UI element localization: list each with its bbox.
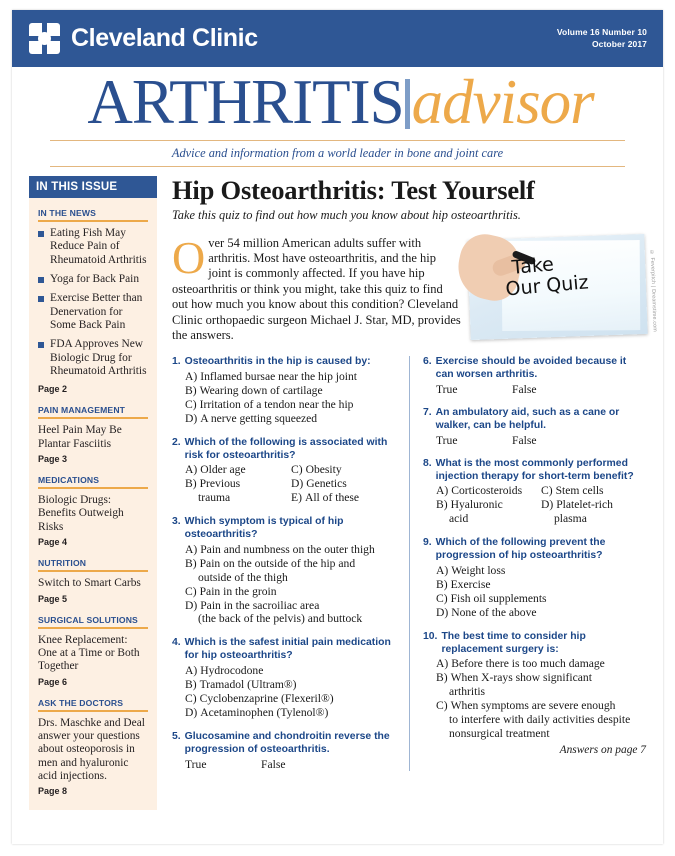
question-text: Exercise should be avoided because it can worsen arthritis. [435, 356, 627, 381]
option-text-continued: outside of the thigh [198, 570, 288, 584]
option-text: Genetics [306, 477, 347, 491]
sidebar-bullet-list [38, 227, 148, 378]
question-text: Which of the following prevent the progression of hip osteoarthritis? [435, 537, 606, 562]
quiz-question-10 [423, 631, 646, 756]
answer-option[interactable] [541, 484, 646, 498]
option-letter: D) [541, 498, 554, 512]
false-option[interactable]: False [261, 757, 286, 771]
answer-option[interactable] [436, 657, 646, 671]
sidebar-section-surgical-solutions [38, 615, 148, 687]
sidebar-section-rule [38, 417, 148, 419]
option-letter: E) [291, 491, 302, 505]
page-body [12, 167, 663, 810]
sidebar-page-ref: Page 4 [38, 537, 68, 548]
answer-option[interactable] [185, 557, 397, 571]
question-text: Which symptom is typical of hip osteoarthritis? [184, 516, 344, 541]
answer-column-2 [541, 484, 646, 526]
photo-caption-line1: Take [510, 252, 555, 279]
option-letter: D) [291, 477, 304, 491]
sidebar-section-title: SURGICAL SOLUTIONS [38, 614, 138, 625]
answer-option[interactable] [291, 477, 397, 491]
question-number: 9. [423, 537, 432, 549]
list-item[interactable]: Yoga for Back Pain [38, 273, 148, 286]
question-text: Osteoarthritis in the hip is caused by: [184, 356, 371, 368]
option-text: Irritation of a tendon near the hip [199, 397, 354, 411]
cleveland-clinic-logo-icon [29, 23, 60, 54]
article-deck: Take this quiz to find out how much you know about hip osteoarthritis. [172, 208, 521, 223]
answer-list [436, 564, 646, 620]
sidebar-section-text[interactable]: Biologic Drugs: Benefits Outweigh Risks [38, 494, 124, 533]
sidebar-section-text[interactable]: Drs. Maschke and Deal answer your questions about osteoporosis in men and hyaluronic acid injections. [38, 716, 145, 782]
quiz-question-2 [172, 437, 397, 506]
answer-list [436, 657, 646, 740]
option-text: Weight loss [451, 563, 506, 577]
sidebar-section-text[interactable]: Knee Replacement: One at a Time or Both Together [38, 633, 140, 673]
option-text: Fish oil supplements [450, 591, 547, 605]
answer-list [185, 543, 397, 626]
sidebar-section-text[interactable]: Heel Pain May Be Plantar Fasciitis [38, 424, 122, 450]
sidebar-page-ref: Page 3 [38, 454, 68, 465]
sidebar-section-rule [38, 570, 148, 572]
option-letter: B) [185, 556, 197, 570]
question-text: The best time to consider hip replacement surgery is: [441, 630, 586, 655]
option-text: A nerve getting squeezed [200, 411, 318, 425]
answer-option[interactable] [185, 585, 397, 599]
quiz-column-left [172, 356, 409, 770]
option-text: None of the above [451, 605, 537, 619]
option-text-continued: acid [449, 512, 469, 526]
option-letter: A) [185, 463, 198, 477]
sidebar-section-rule [38, 220, 148, 222]
option-letter: B) [436, 498, 448, 512]
quiz-question-8 [423, 458, 646, 527]
sidebar-section-rule [38, 710, 148, 712]
option-text: Obesity [305, 463, 342, 477]
logotype-arthritis: ARTHRITIS [87, 67, 404, 137]
quiz-question-1 [172, 356, 397, 426]
drop-cap: O [172, 231, 206, 283]
photo-credit: © Feverpitch | Dreamstime.com [648, 249, 658, 332]
issue-date: October 2017 [591, 38, 647, 49]
answer-option[interactable] [436, 592, 646, 606]
answer-option[interactable] [541, 498, 646, 512]
article-main [157, 176, 663, 810]
answer-option[interactable] [436, 699, 646, 713]
option-text: All of these [304, 491, 360, 505]
sidebar-section-nutrition [38, 558, 148, 603]
masthead-rule-bottom [50, 166, 625, 167]
quiz-column-right [409, 356, 646, 770]
option-text-continued: to interfere with daily activities despite nonsurgical treatment [449, 713, 631, 740]
brand-name: Cleveland Clinic [71, 24, 258, 52]
sidebar-section-title: PAIN MANAGEMENT [38, 405, 126, 416]
page-sheet [12, 10, 663, 844]
answer-option[interactable] [436, 498, 541, 512]
option-letter: C) [436, 699, 448, 713]
sidebar-section-text[interactable]: Switch to Smart Carbs [38, 577, 141, 590]
option-text: When symptoms are severe enough [450, 699, 616, 713]
answer-option[interactable] [185, 370, 397, 384]
sidebar-heading: IN THIS ISSUE [29, 176, 157, 198]
answers-reference: Answers on page 7 [559, 743, 646, 756]
option-letter: B) [436, 577, 448, 591]
answer-list [185, 664, 397, 720]
sidebar-section-rule [38, 487, 148, 489]
quiz-question-7 [423, 407, 646, 447]
option-letter: A) [436, 563, 449, 577]
answer-column-1 [436, 484, 541, 526]
sidebar-page-ref: Page 2 [38, 384, 68, 395]
option-letter: B) [436, 671, 448, 685]
option-letter: D) [185, 411, 198, 425]
option-letter: C) [291, 463, 303, 477]
page-title: Hip Osteoarthritis: Test Yourself [172, 175, 535, 205]
question-number: 10. [423, 630, 438, 642]
sidebar-page-ref: Page 6 [38, 676, 68, 687]
list-item[interactable]: Exercise Better than Denervation for Some Back Pain [38, 292, 148, 332]
masthead-tagline: Advice and information from a world leader in bone and joint care [171, 146, 504, 160]
option-text: Pain in the sacroiliac area [200, 598, 320, 612]
sidebar-section-pain-management [38, 405, 148, 464]
answer-option[interactable] [185, 678, 397, 692]
question-number: 3. [172, 516, 181, 528]
option-text: Pain in the groin [199, 584, 277, 598]
false-option[interactable]: False [512, 433, 537, 447]
option-letter: C) [185, 397, 197, 411]
option-text: Previous [199, 477, 241, 491]
option-letter: C) [185, 691, 197, 705]
quiz-question-4 [172, 637, 397, 719]
question-text: Which of the following is associated with risk for osteoarthritis? [184, 436, 388, 461]
take-our-quiz-photo [467, 234, 658, 340]
article-intro-text: ver 54 million American adults suffer with arthritis. Most have osteoarthritis, and the hip joint is commonly affected. If you have hip osteoarthritis or think you might, take this quiz to find out how much you know about this condition? Cleveland Clinic orthopaedic surgeon Michael J. Star, MD, provides the answers. [172, 235, 461, 343]
answer-column-1 [185, 463, 291, 505]
answer-option[interactable] [436, 484, 541, 498]
issue-info [557, 27, 647, 50]
answer-option[interactable] [291, 491, 397, 505]
question-number: 1. [172, 356, 181, 368]
option-text: Platelet-rich [556, 498, 613, 512]
question-text: An ambulatory aid, such as a cane or walker, can be helpful. [435, 406, 620, 431]
true-option[interactable]: True [185, 757, 207, 771]
option-letter: B) [185, 477, 197, 491]
sidebar-page-ref: Page 8 [38, 786, 68, 797]
answer-option[interactable] [436, 578, 646, 592]
option-text: Hyaluronic [450, 498, 503, 512]
list-item[interactable]: FDA Approves New Biologic Drug for Rheumatoid Arthritis [38, 338, 148, 378]
answer-list [185, 370, 397, 426]
in-this-issue-sidebar [29, 176, 157, 810]
answer-option[interactable] [185, 706, 397, 720]
sidebar-section-in-the-news [38, 208, 148, 394]
option-text-continued: plasma [554, 512, 587, 526]
true-false-row [436, 383, 646, 396]
option-text: Pain and numbness on the outer thigh [200, 542, 375, 556]
article-intro-block [172, 231, 658, 344]
sidebar-section-ask-the-doctors [38, 698, 148, 797]
sidebar-section-title: IN THE NEWS [38, 208, 96, 218]
answer-option[interactable] [185, 664, 397, 678]
answer-option[interactable] [185, 692, 397, 706]
option-text: Acetaminophen (Tylenol®) [200, 705, 329, 719]
quiz-section [172, 356, 646, 770]
answer-option[interactable] [185, 384, 397, 398]
option-text: Pain on the outside of the hip and [199, 556, 356, 570]
brand-block [29, 23, 258, 54]
option-text: Exercise [450, 577, 491, 591]
false-option[interactable]: False [512, 382, 537, 396]
question-number: 6. [423, 356, 432, 368]
option-letter: D) [436, 605, 449, 619]
option-text: Wearing down of cartilage [199, 383, 323, 397]
logotype-divider [405, 79, 410, 129]
answer-list [185, 463, 397, 505]
quiz-question-9 [423, 537, 646, 619]
option-text: Hydrocodone [200, 664, 264, 678]
option-letter: A) [185, 664, 198, 678]
question-text: Which is the safest initial pain medication for hip osteoarthritis? [184, 637, 391, 662]
option-text-continued: (the back of the pelvis) and buttock [198, 612, 363, 626]
question-number: 2. [172, 436, 181, 448]
option-letter: B) [185, 383, 197, 397]
answer-option[interactable] [436, 671, 646, 685]
option-text: Inflamed bursae near the hip joint [200, 370, 358, 384]
logotype-advisor: advisor [411, 67, 594, 137]
photo-caption-line2: Our Quiz [504, 271, 590, 301]
option-text: Before there is too much damage [451, 657, 605, 671]
option-text-continued: trauma [198, 491, 231, 505]
true-option[interactable]: True [436, 382, 458, 396]
answer-column-2 [291, 463, 397, 505]
option-text: When X-rays show significant [450, 671, 592, 685]
quiz-question-5 [172, 731, 397, 771]
option-letter: B) [185, 678, 197, 692]
option-text: Stem cells [555, 484, 604, 498]
publication-logotype [87, 67, 594, 137]
answer-option[interactable] [436, 564, 646, 578]
true-false-row [185, 758, 397, 771]
answer-option[interactable] [185, 477, 291, 491]
quiz-question-3 [172, 516, 397, 626]
masthead-logotype-band [12, 67, 663, 167]
option-letter: C) [436, 591, 448, 605]
sidebar-section-medications [38, 475, 148, 547]
option-text: Older age [200, 463, 246, 477]
sidebar-section-title: ASK THE DOCTORS [38, 697, 124, 708]
answer-option[interactable] [185, 463, 291, 477]
option-text: Cyclobenzaprine (Flexeril®) [199, 691, 334, 705]
question-number: 5. [172, 730, 181, 742]
option-letter: A) [436, 657, 449, 671]
option-letter: D) [185, 598, 198, 612]
sidebar-section-rule [38, 627, 148, 629]
sidebar-body [29, 198, 157, 810]
question-number: 4. [172, 637, 181, 649]
true-false-row [436, 434, 646, 447]
option-letter: C) [185, 584, 197, 598]
sidebar-section-title: NUTRITION [38, 558, 87, 569]
true-option[interactable]: True [436, 433, 458, 447]
option-text: Tramadol (Ultram®) [199, 678, 297, 692]
option-letter: A) [436, 484, 449, 498]
option-letter: A) [185, 370, 198, 384]
question-number: 7. [423, 406, 432, 418]
answer-option[interactable] [436, 606, 646, 620]
option-letter: C) [541, 484, 553, 498]
question-number: 8. [423, 457, 432, 469]
question-text: What is the most commonly performed injection therapy for short-term benefit? [435, 457, 634, 482]
quiz-question-6 [423, 356, 646, 396]
question-text: Glucosamine and chondroitin reverse the progression of osteoarthritis. [184, 730, 390, 755]
option-text-continued: arthritis [449, 685, 486, 699]
answer-option[interactable] [185, 599, 397, 613]
answer-option[interactable] [185, 398, 397, 412]
option-text: Corticosteroids [451, 484, 523, 498]
option-letter: D) [185, 705, 198, 719]
option-letter: A) [185, 542, 198, 556]
answer-option[interactable] [185, 543, 397, 557]
answer-list [436, 484, 646, 526]
issue-volume: Volume 16 Number 10 [556, 26, 647, 37]
list-item[interactable]: Eating Fish May Reduce Pain of Rheumatoid Arthritis [38, 227, 148, 267]
sidebar-section-title: MEDICATIONS [38, 475, 100, 486]
sidebar-page-ref: Page 5 [38, 593, 68, 604]
answer-option[interactable] [185, 412, 397, 426]
masthead-topbar [12, 10, 663, 67]
answer-option[interactable] [291, 463, 397, 477]
